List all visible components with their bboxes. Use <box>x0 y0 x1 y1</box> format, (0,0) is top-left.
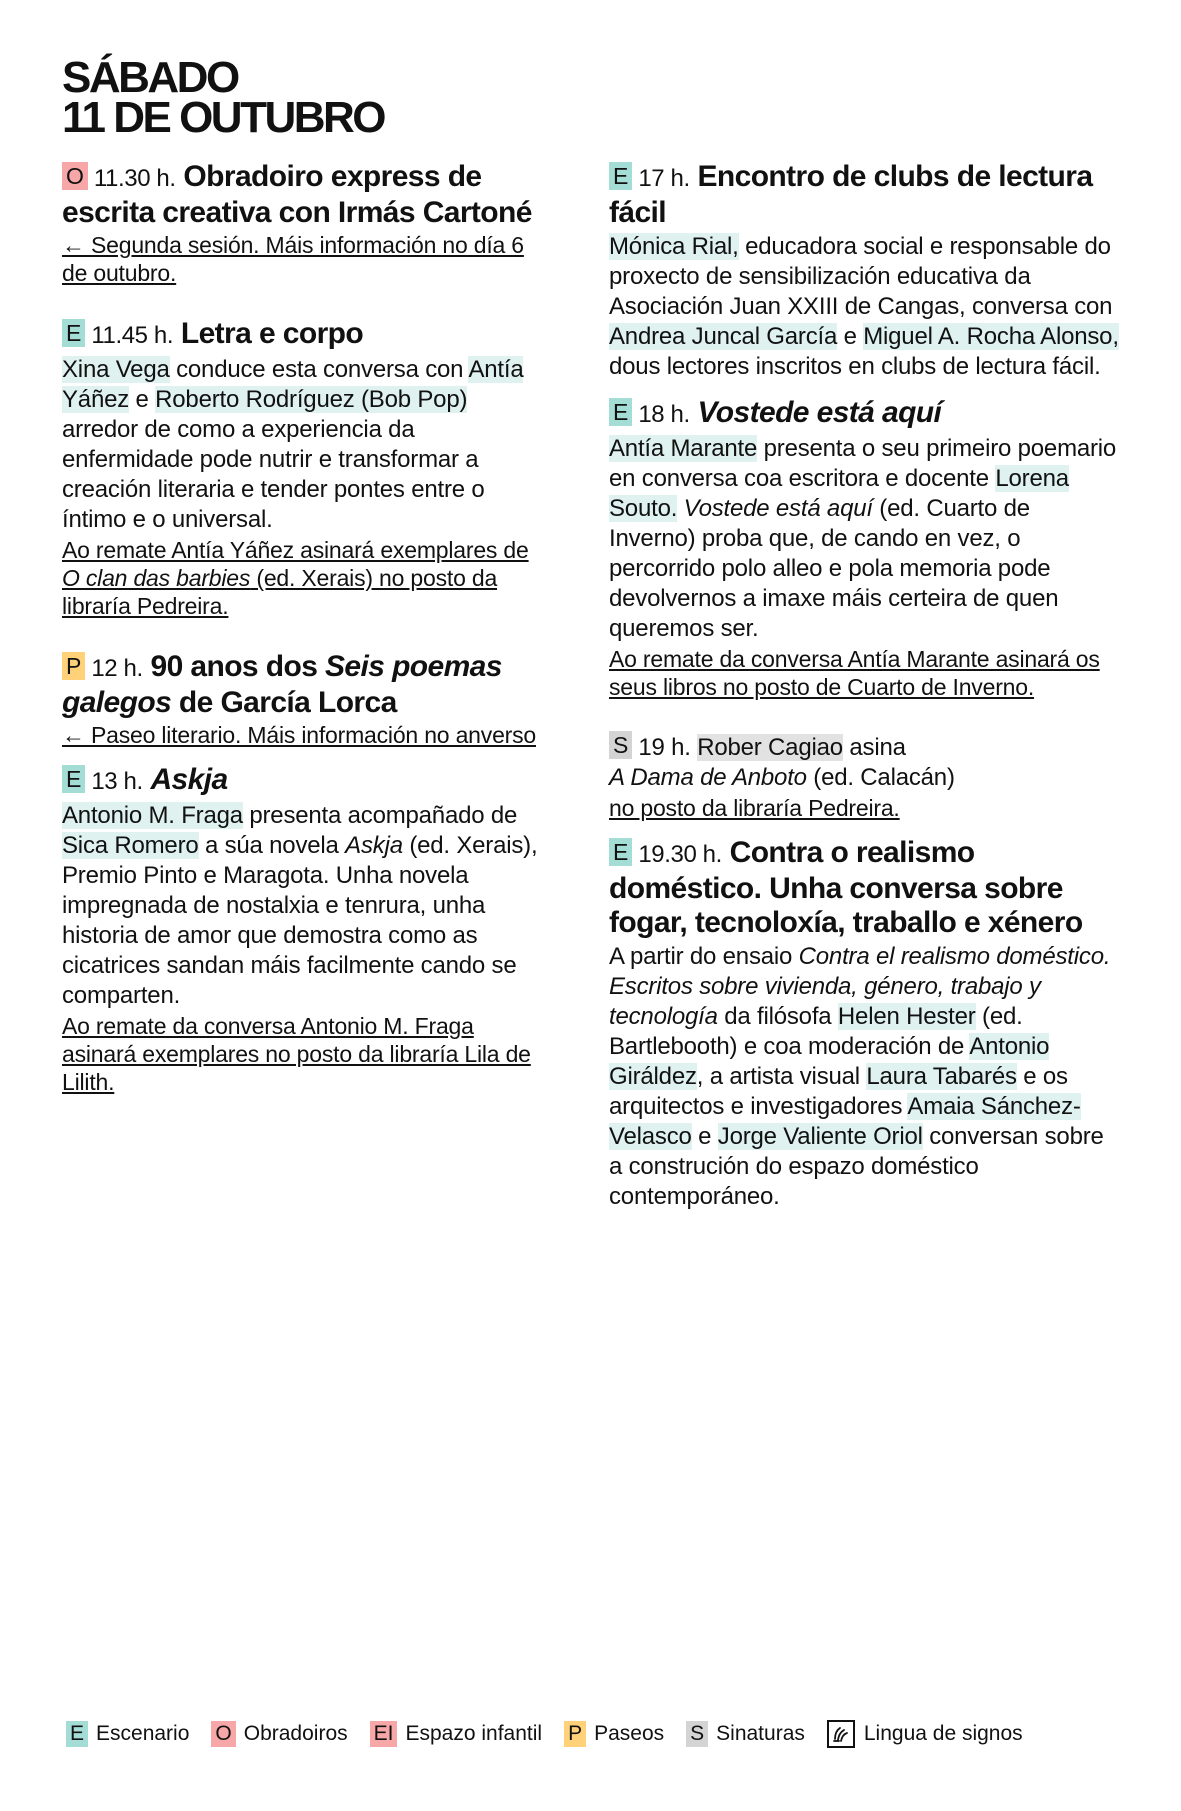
description-text: educadora social e responsable do proxecto de sensibilización educativa da Asociación Juan XXIII de Cangas, conversa con <box>609 233 1113 320</box>
note-text: no posto da libraría Pedreira. <box>609 795 900 821</box>
description-text: (ed. Calacán) <box>806 764 955 791</box>
legend-espazo-infantil <box>370 1721 542 1747</box>
more-info-link[interactable]: ← Segunda sesión. Máis información no día 6 de outubro. <box>62 232 524 286</box>
title-date: 11 DE OUTUBRO <box>62 93 385 142</box>
event-title: de García Lorca <box>171 686 397 719</box>
event-time: 13 h. <box>91 768 143 795</box>
participant-name: Lorena Souto. <box>609 465 1069 522</box>
participant-name: Helen Hester <box>837 1003 976 1030</box>
event-description <box>609 763 1119 793</box>
event-letra-e-corpo <box>62 317 542 620</box>
category-legend <box>66 1720 1023 1748</box>
event-title: Encontro de clubs de lectura fácil <box>609 160 1093 229</box>
legend-escenario <box>66 1721 189 1747</box>
description-text: dous lectores inscritos en clubs de lectura fácil. <box>609 353 1101 380</box>
book-title: Askja <box>345 832 403 859</box>
event-description <box>609 942 1119 1212</box>
description-text: (ed. Xerais), Premio Pinto e Maragota. Unha novela impregnada de nostalxia e tenrura, unha historia de amor que demostra como as cicatrices sandan máis facilmente cando se comparten. <box>62 832 538 1009</box>
event-title-italic: Seis poemas galegos <box>62 650 502 719</box>
participant-name: Antía Marante <box>609 435 758 462</box>
participant-name: Jorge Valiente Oriol <box>717 1123 923 1150</box>
participant-name: Rober Cagiao <box>697 734 843 761</box>
participant-name: Antonio Giráldez <box>609 1033 1050 1090</box>
legend-label: Lingua de signos <box>863 1722 1023 1745</box>
book-title: O clan das barbies <box>62 565 251 591</box>
legend-badge: O <box>211 1721 235 1747</box>
description-text: A partir do ensaio <box>609 943 799 970</box>
description-text: asina <box>842 734 906 761</box>
event-note <box>62 536 542 620</box>
event-note <box>609 645 1119 701</box>
event-time: 12 h. <box>91 655 143 682</box>
book-title: Contra el realismo doméstico. Escritos sobre vivienda, género, trabajo y tecnología <box>609 943 1111 1030</box>
category-badge-sinaturas: S <box>609 731 632 759</box>
legend-label: Escenario <box>96 1722 190 1745</box>
participant-name: Sica Romero <box>62 832 199 859</box>
event-heading <box>609 836 1119 940</box>
legend-label: Obradoiros <box>243 1722 348 1745</box>
participant-name: Miguel A. Rocha Alonso, <box>863 323 1119 350</box>
participant-name: Andrea Juncal García <box>609 323 838 350</box>
participant-name: Amaia Sánchez-Velasco <box>609 1093 1081 1150</box>
event-askja <box>62 763 542 1096</box>
event-time: 19 h. <box>638 734 691 761</box>
description-text: a súa novela <box>198 832 346 859</box>
event-description <box>609 434 1119 644</box>
participant-name: Laura Tabarés <box>866 1063 1017 1090</box>
event-obradoiro-express <box>62 160 542 287</box>
book-title: A Dama de Anboto <box>609 764 807 791</box>
event-heading <box>62 317 542 353</box>
participant-name: Antía Yáñez <box>62 356 524 413</box>
event-title: Obradoiro express de escrita creativa con Irmás Cartoné <box>62 160 532 229</box>
event-note <box>609 794 1119 822</box>
description-text: presenta acompañado de <box>242 802 518 829</box>
event-title: Vostede está aquí <box>697 396 942 429</box>
category-badge-escenario: E <box>609 162 632 190</box>
description-text: arredor de como a experiencia da enfermidade pode nutrir e transformar a creación literaria e tender pontes entre o íntimo e o universal. <box>62 416 485 533</box>
event-heading <box>62 160 542 230</box>
description-text: (ed. Bartlebooth) e coa moderación de <box>609 1003 1023 1060</box>
legend-label: Sinaturas <box>716 1722 805 1745</box>
note-text: Ao remate Antía Yáñez asinará exemplares de <box>62 537 529 563</box>
page-title <box>62 53 385 142</box>
category-badge-obradoiros: O <box>62 162 88 190</box>
event-heading <box>609 160 1119 230</box>
description-text: e os arquitectos e investigadores <box>609 1063 1068 1120</box>
event-note <box>62 721 542 749</box>
legend-badge: EI <box>370 1721 398 1747</box>
legend-obradoiros <box>211 1721 347 1747</box>
title-day: SÁBADO <box>62 53 238 102</box>
category-badge-paseos: P <box>62 652 85 680</box>
description-text: e <box>129 386 156 413</box>
legend-lingua-de-signos <box>827 1720 1023 1748</box>
description-text: (ed. Cuarto de Inverno) proba que, de cando en vez, o percorrido polo alleo e pola memoria pode devolvernos a imaxe máis certeira de quen queremos ser. <box>609 495 1059 642</box>
event-time: 17 h. <box>638 165 690 192</box>
event-note <box>62 1012 542 1096</box>
category-badge-escenario: E <box>62 765 85 793</box>
description-text: e <box>691 1123 718 1150</box>
right-column <box>609 160 1119 1226</box>
note-text: Ao remate da conversa Antonio M. Fraga asinará exemplares no posto da libraría Lila de Lilith. <box>62 1013 531 1095</box>
legend-badge: P <box>564 1721 586 1747</box>
sign-language-icon <box>827 1720 855 1748</box>
legend-label: Paseos <box>594 1722 665 1745</box>
note-text: Ao remate da conversa Antía Marante asinará os seus libros no posto de Cuarto de Inverno. <box>609 646 1100 700</box>
left-column <box>62 160 542 1110</box>
event-seis-poemas <box>62 650 542 749</box>
event-time: 19.30 h. <box>638 841 722 868</box>
participant-name: Mónica Rial, <box>609 233 739 260</box>
participant-name: Antonio M. Fraga <box>62 802 243 829</box>
participant-name: Xina Vega <box>62 356 170 383</box>
description-text: , a artista visual <box>696 1063 867 1090</box>
description-text: da filósofa <box>717 1003 838 1030</box>
event-description <box>609 232 1119 382</box>
description-text: e <box>837 323 864 350</box>
note-text: (ed. Xerais) no posto da libraría Pedreira. <box>62 565 498 619</box>
description-text: presenta o seu primeiro poemario en conversa coa escritora e docente <box>609 435 1117 492</box>
legend-label: Espazo infantil <box>405 1722 543 1745</box>
event-heading <box>62 763 542 799</box>
event-title: Letra e corpo <box>180 317 364 350</box>
event-heading <box>62 650 542 720</box>
event-title: 90 anos dos <box>150 650 326 683</box>
event-vostede-esta-aqui <box>609 396 1119 701</box>
description-text: conduce esta conversa con <box>169 356 469 383</box>
more-info-link[interactable]: ← Paseo literario. Máis información no anverso <box>62 722 537 748</box>
legend-paseos <box>564 1721 664 1747</box>
event-description <box>62 355 542 535</box>
participant-name: Roberto Rodríguez (Bob Pop) <box>155 386 468 413</box>
event-clubs-lectura <box>609 160 1119 382</box>
category-badge-escenario: E <box>609 838 632 866</box>
event-time: 11.30 h. <box>93 165 176 192</box>
event-contra-o-realismo <box>609 836 1119 1212</box>
event-heading <box>609 396 1119 432</box>
legend-sinaturas <box>686 1721 805 1747</box>
event-time: 11.45 h. <box>91 322 174 349</box>
event-rober-cagiao <box>609 731 1119 822</box>
category-badge-escenario: E <box>62 319 85 347</box>
event-note <box>62 231 542 287</box>
event-title: Contra o realismo doméstico. Unha conversa sobre fogar, tecnoloxía, traballo e xénero <box>609 836 1083 939</box>
legend-badge: S <box>686 1721 708 1747</box>
description-text: conversan sobre a construción do espazo doméstico contemporáneo. <box>609 1123 1104 1210</box>
event-time: 18 h. <box>638 401 690 428</box>
category-badge-escenario: E <box>609 398 632 426</box>
book-title: Vostede está aquí <box>683 495 873 522</box>
event-description <box>62 801 542 1011</box>
event-title: Askja <box>150 763 228 796</box>
event-heading <box>609 731 1119 763</box>
legend-badge: E <box>66 1721 88 1747</box>
